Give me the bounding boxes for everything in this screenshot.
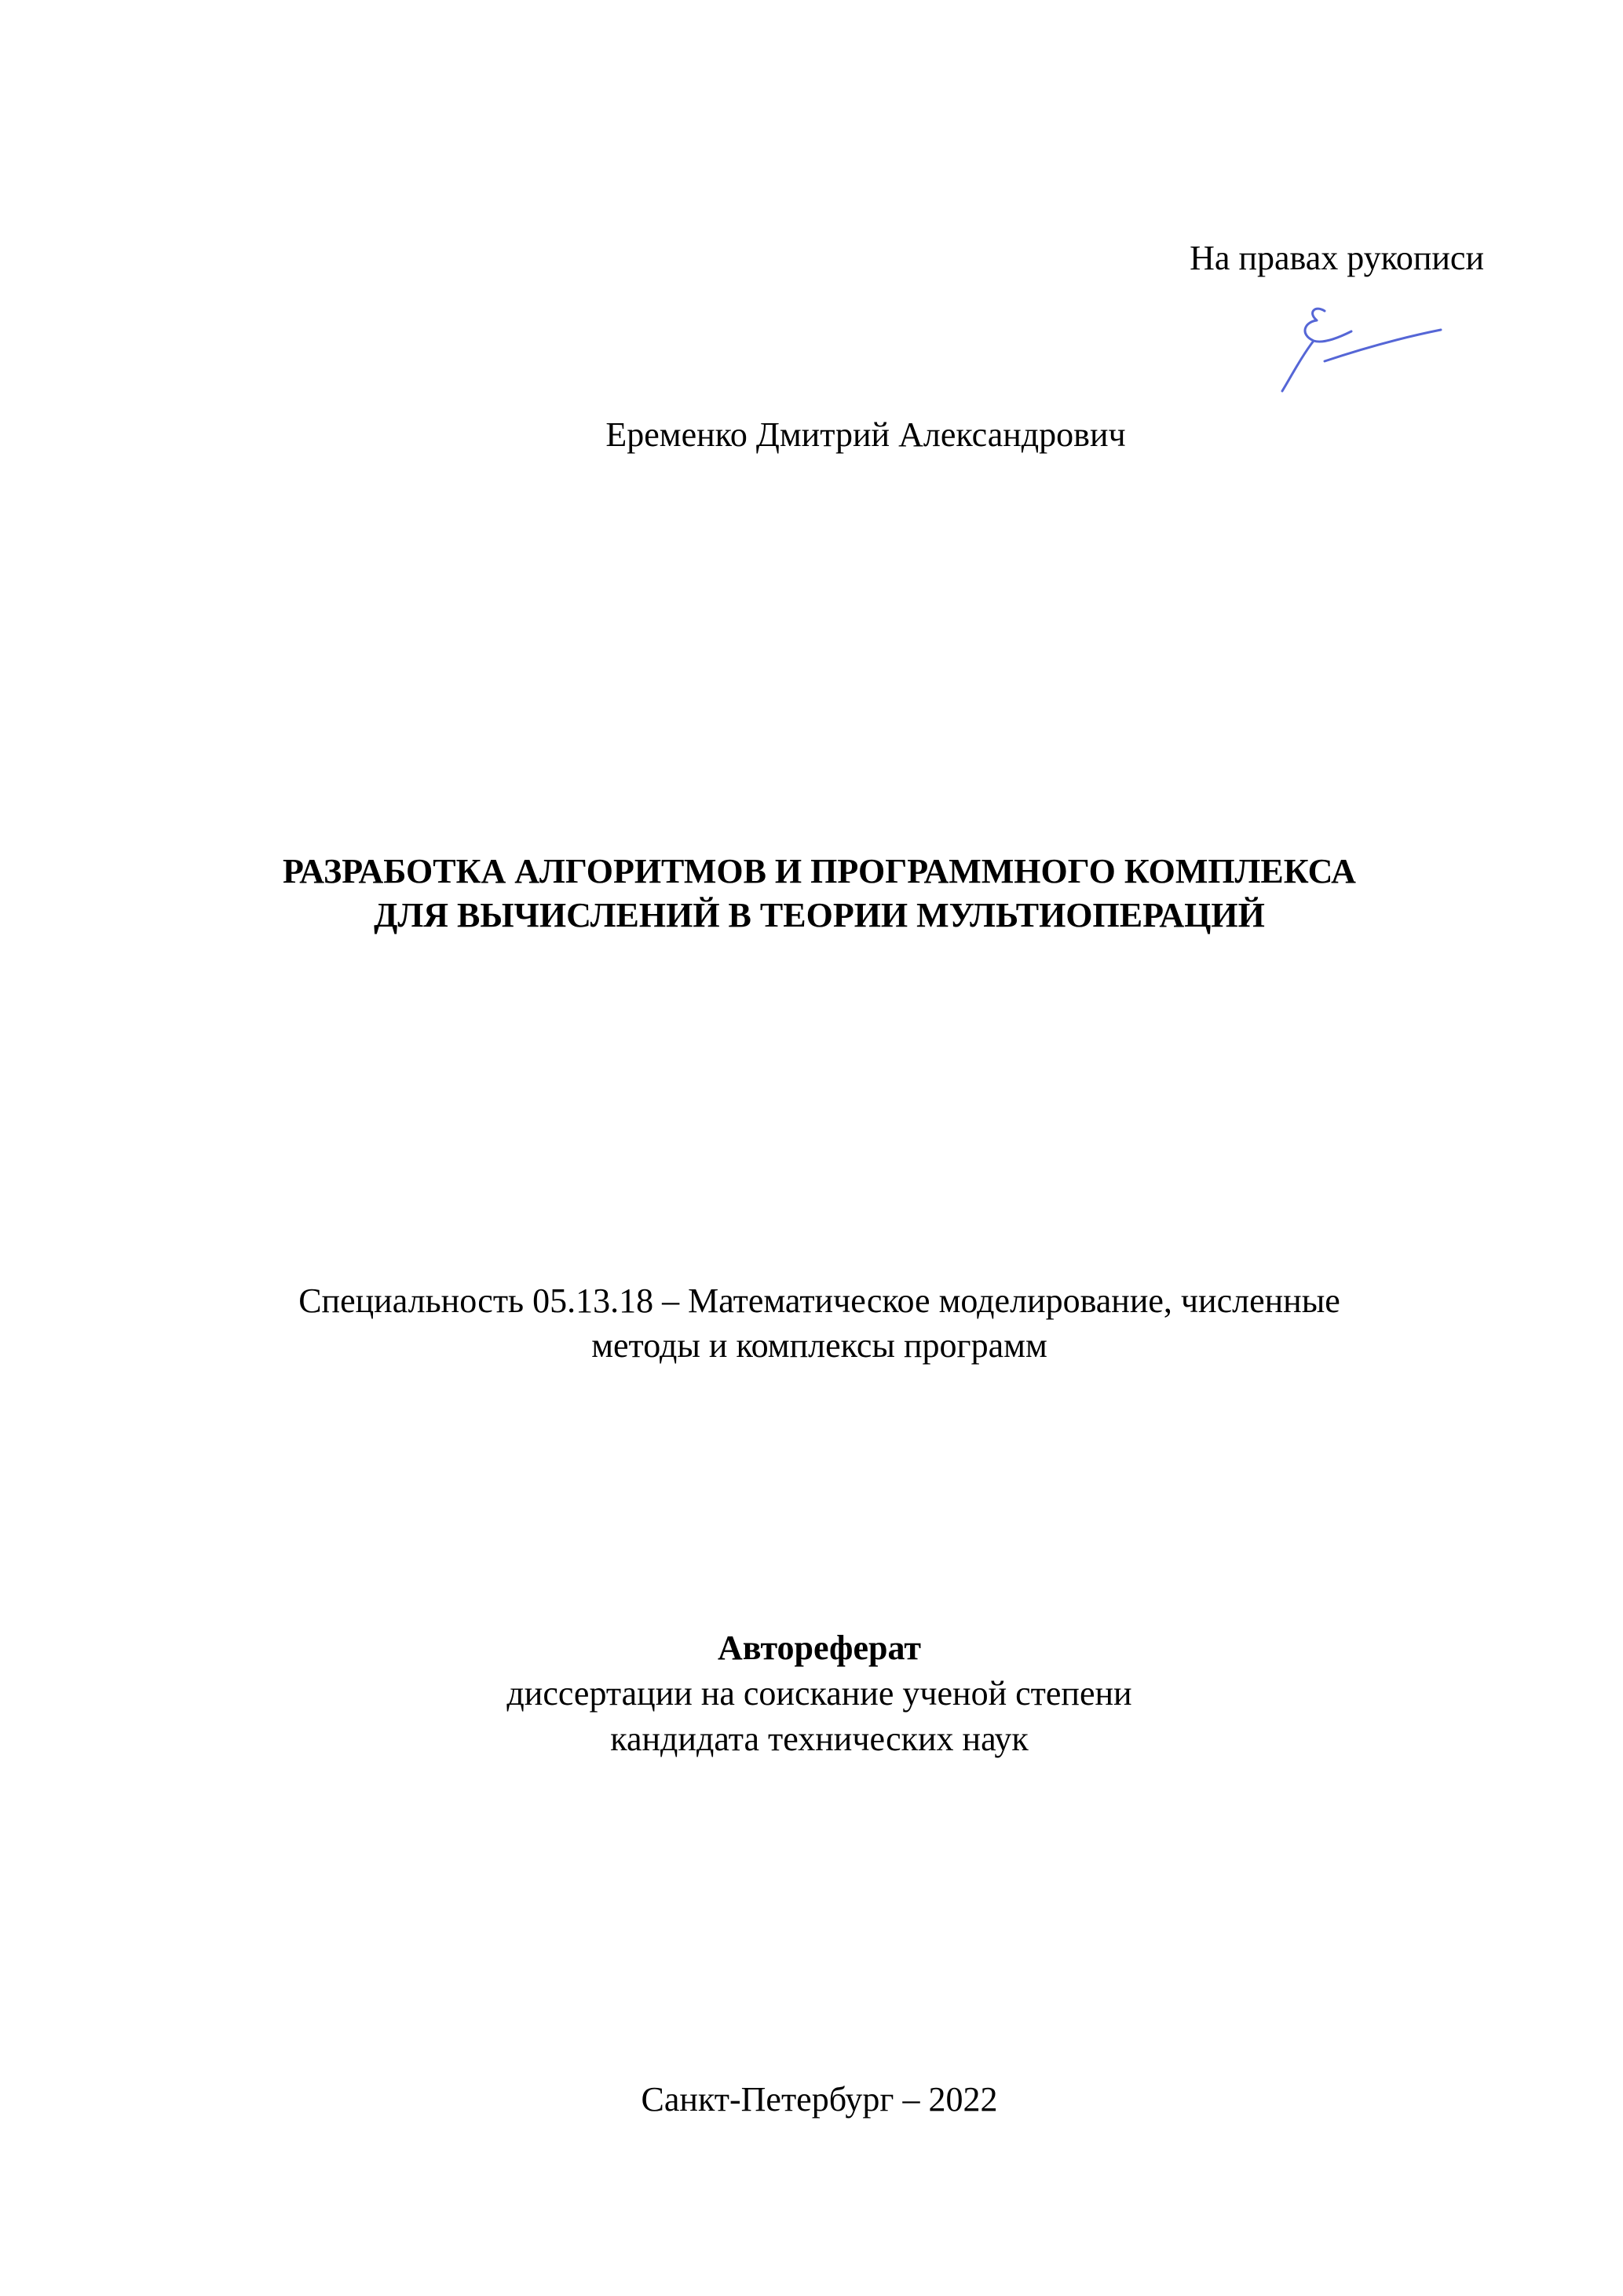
city-year: Санкт-Петербург – 2022: [641, 2080, 998, 2119]
title-line-1: РАЗРАБОТКА АЛГОРИТМОВ И ПРОГРАММНОГО КОМПЛЕКСА: [283, 852, 1356, 890]
specialty-line-2: методы и комплексы программ: [591, 1326, 1047, 1365]
specialty-line-1: Специальность 05.13.18 – Математическое моделирование, численные: [298, 1281, 1340, 1320]
abstract-line-2: кандидата технических наук: [610, 1720, 1029, 1758]
signature-image: [1276, 298, 1449, 408]
title-line-2: ДЛЯ ВЫЧИСЛЕНИЙ В ТЕОРИИ МУЛЬТИОПЕРАЦИЙ: [374, 896, 1265, 934]
signature-stroke: [1282, 309, 1441, 391]
rights-note: На правах рукописи: [1190, 239, 1484, 277]
abstract-heading: Автореферат: [718, 1629, 921, 1667]
author-name: Еременко Дмитрий Александрович: [605, 415, 1126, 454]
abstract-line-1: диссертации на соискание ученой степени: [506, 1674, 1132, 1713]
